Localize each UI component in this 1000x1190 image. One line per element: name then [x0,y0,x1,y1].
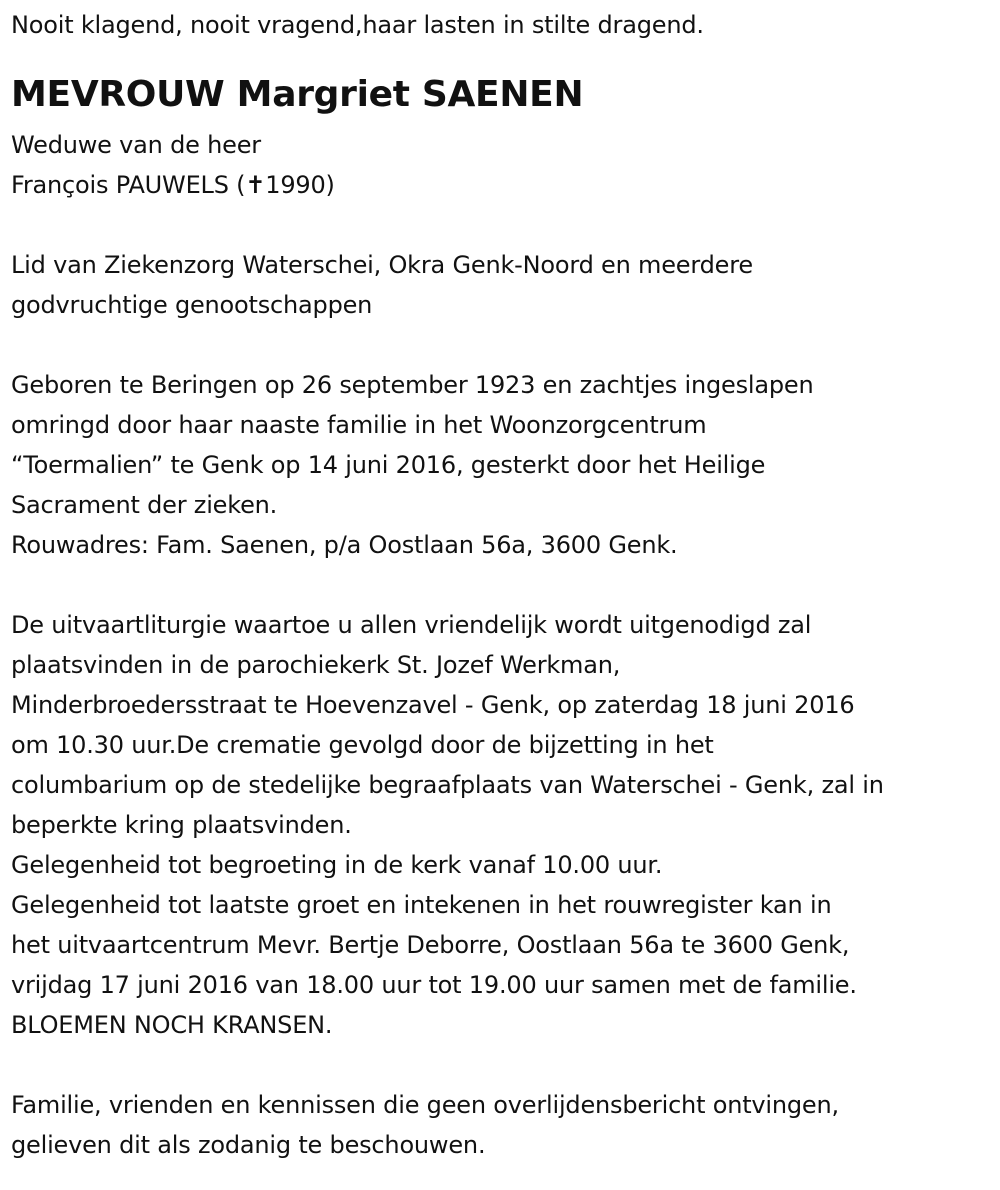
birth-death-line: Geboren te Beringen op 26 september 1923 en zachtjes ingeslapen [11,371,814,399]
birth-death-line: Sacrament der zieken. [11,491,278,519]
funeral-line: vrijdag 17 juni 2016 van 18.00 uur tot 19.00 uur samen met de familie. [11,971,857,999]
birth-death-line: “Toermalien” te Genk op 14 juni 2016, gesterkt door het Heilige [11,451,766,479]
funeral-line: beperkte kring plaatsvinden. [11,811,352,839]
funeral-line: het uitvaartcentrum Mevr. Bertje Deborre, Oostlaan 56a te 3600 Genk, [11,931,850,959]
spacer [11,1045,996,1085]
funeral-line: columbarium op de stedelijke begraafplaats van Waterschei - Genk, zal in [11,771,884,799]
motto-line: Nooit klagend, nooit vragend,haar lasten in stilte dragend. [11,11,704,39]
funeral-line: Gelegenheid tot laatste groet en intekenen in het rouwregister kan in [11,891,832,919]
funeral-line: Gelegenheid tot begroeting in de kerk vanaf 10.00 uur. [11,851,663,879]
birth-death-line: omringd door haar naaste familie in het Woonzorgcentrum [11,411,707,439]
widow-line: Weduwe van de heer [11,131,261,159]
flowers-notice-line: BLOEMEN NOCH KRANSEN. [11,1011,333,1039]
closing-line: Familie, vrienden en kennissen die geen overlijdensbericht ontvingen, [11,1091,839,1119]
spacer [11,325,996,365]
spacer [11,205,996,245]
mourning-address-line: Rouwadres: Fam. Saenen, p/a Oostlaan 56a, 3600 Genk. [11,531,678,559]
spacer [11,565,996,605]
closing-line: gelieven dit als zodanig te beschouwen. [11,1131,486,1159]
obituary-notice [11,5,996,1165]
funeral-line: om 10.30 uur.De crematie gevolgd door de bijzetting in het [11,731,714,759]
spouse-line: François PAUWELS (✝1990) [11,171,335,199]
membership-line: Lid van Ziekenzorg Waterschei, Okra Genk-Noord en meerdere [11,251,753,279]
membership-line: godvruchtige genootschappen [11,291,373,319]
funeral-line: Minderbroedersstraat te Hoevenzavel - Genk, op zaterdag 18 juni 2016 [11,691,855,719]
funeral-line: plaatsvinden in de parochiekerk St. Jozef Werkman, [11,651,621,679]
funeral-line: De uitvaartliturgie waartoe u allen vriendelijk wordt uitgenodigd zal [11,611,812,639]
deceased-name: MEVROUW Margriet SAENEN [11,74,584,115]
